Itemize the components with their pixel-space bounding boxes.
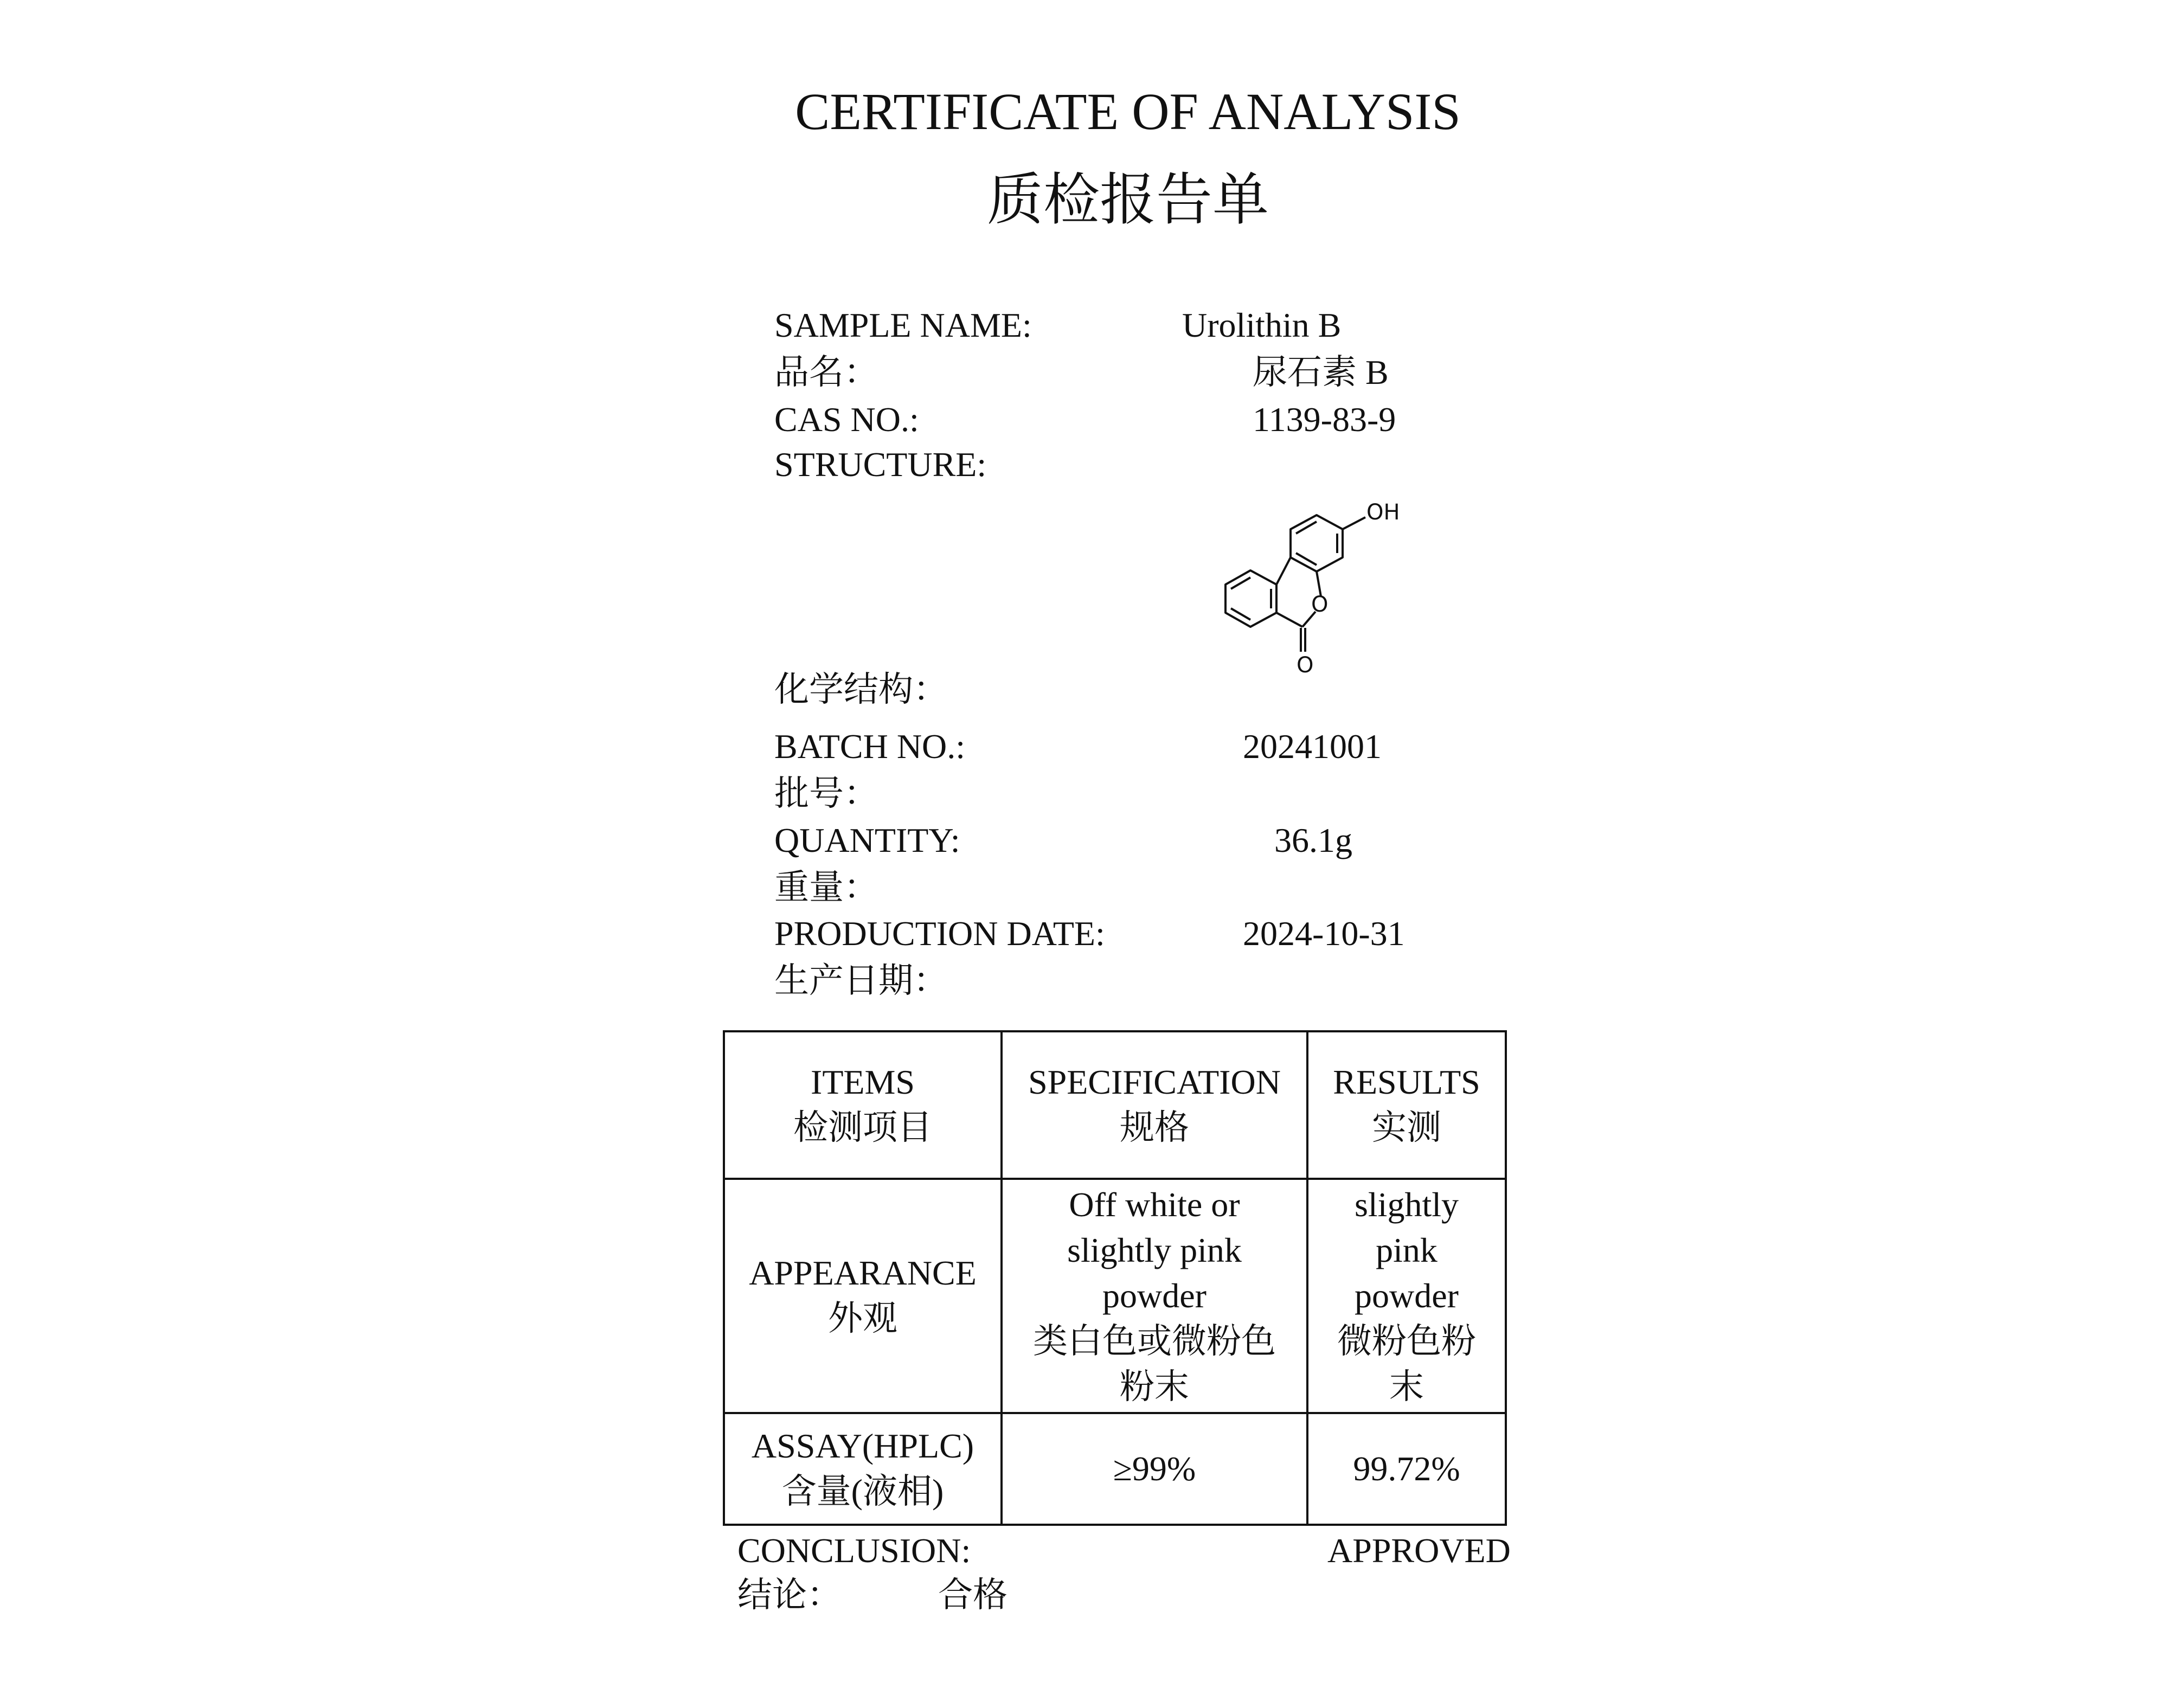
- quantity-cn-label: 重量：: [774, 868, 878, 907]
- document-subtitle: 质检报告单: [986, 169, 1269, 232]
- header-specification-en: SPECIFICATION: [1028, 1063, 1281, 1101]
- chemical-structure: [1215, 488, 1497, 705]
- appearance-spec-line: slightly pink: [1067, 1231, 1242, 1269]
- results-table: [723, 1030, 1507, 1526]
- structure-cn-label: 化学结构：: [774, 670, 948, 709]
- table-row: [724, 1179, 1506, 1413]
- appearance-spec-line: Off white or: [1069, 1185, 1240, 1224]
- assay-result-cell: 99.72%: [1307, 1413, 1506, 1525]
- header-results-en: RESULTS: [1333, 1063, 1480, 1101]
- quantity-label: QUANTITY:: [774, 821, 960, 859]
- batch-value: 20241001: [1243, 727, 1382, 766]
- ring-oxygen-label: O: [1311, 592, 1329, 617]
- assay-item-cn: 含量(液相): [781, 1472, 944, 1511]
- name-cn-label: 品名：: [774, 353, 878, 391]
- header-specification-cn: 规格: [1120, 1108, 1189, 1147]
- conclusion-label: CONCLUSION:: [737, 1531, 971, 1570]
- quantity-value: 36.1g: [1274, 821, 1352, 859]
- right-benzene-ring: [1291, 515, 1343, 572]
- appearance-result-line: 微粉色粉: [1337, 1322, 1476, 1360]
- batch-label: BATCH NO.:: [774, 727, 966, 766]
- appearance-result-line: 末: [1389, 1367, 1424, 1406]
- document-title: CERTIFICATE OF ANALYSIS: [795, 82, 1461, 140]
- header-items: [724, 1031, 1002, 1179]
- sample-name-label: SAMPLE NAME:: [774, 306, 1032, 344]
- carbonyl-oxygen-label: O: [1297, 653, 1314, 678]
- table-header-row: [724, 1031, 1506, 1179]
- table-row: [724, 1413, 1506, 1525]
- cas-label: CAS NO.:: [774, 400, 919, 439]
- appearance-result-line: pink: [1376, 1231, 1438, 1269]
- name-cn-value: 尿石素 B: [1253, 353, 1389, 391]
- appearance-spec-cell: [1002, 1179, 1307, 1413]
- header-results: [1307, 1031, 1506, 1179]
- oh-label: OH: [1366, 500, 1400, 525]
- appearance-spec-line: 类白色或微粉色: [1033, 1322, 1276, 1360]
- batch-cn-label: 批号：: [774, 774, 878, 813]
- assay-item-en: ASSAY(HPLC): [751, 1427, 974, 1465]
- production-date-value: 2024-10-31: [1243, 914, 1405, 953]
- left-benzene-ring: [1225, 570, 1276, 627]
- appearance-item-cn: 外观: [828, 1299, 897, 1338]
- assay-spec-cell: ≥99%: [1002, 1413, 1307, 1525]
- appearance-spec-line: powder: [1102, 1276, 1207, 1315]
- appearance-item-en: APPEARANCE: [749, 1254, 977, 1292]
- conclusion-cn-value: 合格: [938, 1576, 1008, 1614]
- sample-name-value: Urolithin B: [1182, 306, 1342, 344]
- appearance-result-line: slightly: [1354, 1185, 1459, 1224]
- appearance-item-cell: [724, 1179, 1002, 1413]
- header-specification: [1002, 1031, 1307, 1179]
- production-date-label: PRODUCTION DATE:: [774, 914, 1105, 953]
- appearance-spec-line: 粉末: [1120, 1367, 1189, 1406]
- appearance-result-line: powder: [1355, 1276, 1459, 1315]
- header-items-cn: 检测项目: [793, 1108, 932, 1147]
- production-date-cn-label: 生产日期：: [774, 961, 948, 1000]
- appearance-result-cell: [1307, 1179, 1506, 1413]
- conclusion-value: APPROVED: [1327, 1531, 1511, 1570]
- structure-label: STRUCTURE:: [774, 445, 987, 484]
- assay-item-cell: [724, 1413, 1002, 1525]
- cas-value: 1139-83-9: [1253, 400, 1396, 439]
- conclusion-cn-label: 结论：: [737, 1576, 842, 1614]
- header-items-en: ITEMS: [811, 1063, 915, 1101]
- header-results-cn: 实测: [1372, 1108, 1441, 1147]
